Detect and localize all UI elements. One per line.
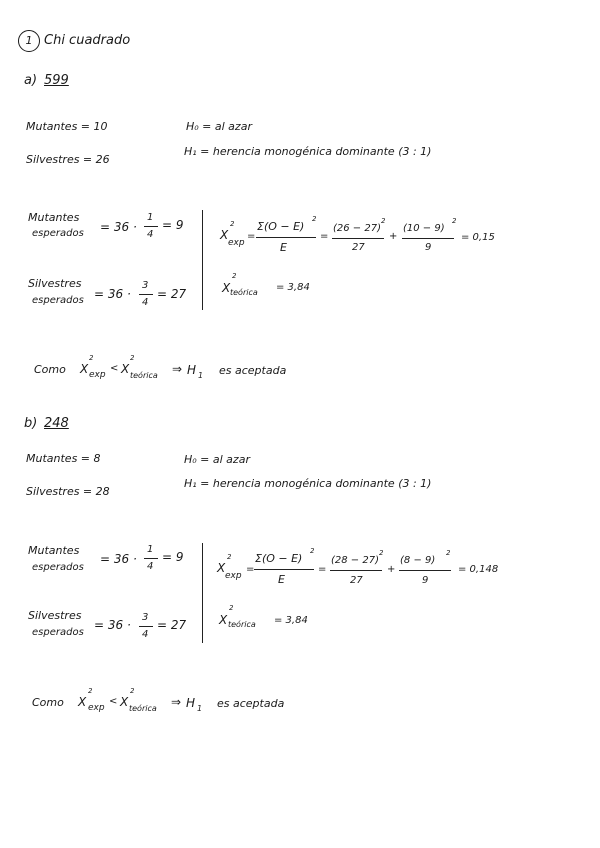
term2-numerator: (10 − 9) [403, 223, 445, 234]
chi-symbol: X [220, 228, 229, 242]
chi-theoretical-superscript: 2 [229, 604, 234, 612]
conclusion-chi-exp: X [80, 362, 89, 376]
silvestres-result: = 27 [157, 287, 187, 301]
chi-theoretical-value: = 3,84 [274, 615, 308, 626]
formula-superscript: 2 [310, 547, 315, 555]
formula-denominator: E [280, 241, 287, 254]
conclusion-como: Como [32, 696, 64, 709]
formula-numerator: Σ(O − E) [257, 220, 305, 233]
silvestres-observed: Silvestres = 28 [26, 485, 110, 498]
conclusion-arrow: ⇒ [171, 695, 182, 709]
mutantes-observed: Mutantes = 10 [26, 120, 108, 133]
fraction-bar [332, 238, 384, 239]
conclusion-h-sub: 1 [197, 704, 203, 713]
section-a-label: a) [24, 73, 38, 88]
fraction-bar [144, 226, 158, 227]
term1-superscript: 2 [379, 549, 384, 557]
null-hypothesis: H₀ = al azar [184, 453, 250, 466]
formula-superscript: 2 [312, 215, 317, 223]
formula-denominator: E [278, 573, 285, 586]
fraction-denominator: 4 [147, 561, 154, 572]
alt-hypothesis: H₁ = herencia monogénica dominante (3 : 1) [184, 145, 432, 158]
term2-denominator: 9 [422, 575, 429, 586]
conclusion-chi-exp: X [78, 695, 87, 709]
equals-sign: = [246, 564, 255, 575]
fraction-bar [139, 626, 153, 627]
silvestres-esperados-label: Silvestres [28, 609, 82, 622]
chi-symbol: X [217, 561, 226, 575]
mutantes-esperados-label: Mutantes [28, 211, 80, 224]
exercise-number: 1 [18, 30, 40, 52]
conclusion-sup: 2 [130, 687, 135, 695]
silvestres-observed: Silvestres = 26 [26, 153, 110, 166]
silvestres-esperados-label-2: esperados [32, 295, 84, 306]
chi-theoretical-symbol: X [222, 281, 231, 295]
conclusion-h: H [187, 363, 197, 377]
chi-result: = 0,148 [458, 564, 499, 575]
conclusion-sup: 2 [130, 354, 135, 362]
conclusion-chi-teo: X [120, 695, 129, 709]
chi-result: = 0,15 [461, 232, 495, 243]
conclusion-arrow: ⇒ [172, 362, 183, 376]
mutantes-esperados-label-2: esperados [32, 228, 84, 239]
plus-sign: + [387, 564, 396, 575]
conclusion-como: Como [34, 363, 66, 376]
conclusion-h-sub: 1 [198, 371, 204, 380]
page-title: Chi cuadrado [44, 33, 131, 48]
fraction-numerator: 3 [142, 280, 149, 291]
mutantes-esperados-label: Mutantes [28, 544, 80, 557]
fraction-numerator: 1 [147, 212, 154, 223]
conclusion-sub: exp [89, 370, 106, 380]
term1-numerator: (26 − 27) [333, 223, 381, 234]
fraction-bar [399, 570, 451, 571]
silvestres-esperados-label-2: esperados [32, 627, 84, 638]
equals-sign: = [247, 231, 256, 242]
fraction-numerator: 3 [142, 612, 149, 623]
chi-theoretical-superscript: 2 [232, 272, 237, 280]
mutantes-esperados-label-2: esperados [32, 562, 84, 573]
term2-superscript: 2 [446, 549, 451, 557]
silvestres-calc: = 36 · [94, 287, 131, 301]
silvestres-result: = 27 [157, 618, 187, 632]
mutantes-calc: = 36 · [100, 552, 137, 566]
fraction-denominator: 4 [147, 229, 154, 240]
vertical-divider [202, 543, 203, 643]
conclusion-sup: 2 [89, 354, 94, 362]
term2-numerator: (8 − 9) [400, 555, 436, 566]
term2-denominator: 9 [425, 242, 432, 253]
chi-theoretical-subscript: teórica [230, 288, 258, 297]
section-b-value: 248 [44, 416, 69, 431]
conclusion-sup: 2 [88, 687, 93, 695]
formula-numerator: Σ(O − E) [255, 552, 303, 565]
equals-sign: = [318, 564, 327, 575]
equals-sign: = [320, 231, 329, 242]
mutantes-result: = 9 [162, 218, 184, 232]
plus-sign: + [389, 231, 398, 242]
term1-denominator: 27 [352, 242, 365, 253]
chi-subscript: exp [228, 238, 245, 248]
fraction-bar [256, 237, 316, 238]
term1-numerator: (28 − 27) [331, 555, 379, 566]
vertical-divider [202, 210, 203, 310]
chi-superscript: 2 [230, 220, 235, 228]
fraction-bar [402, 238, 454, 239]
section-b-label: b) [24, 416, 38, 431]
chi-theoretical-value: = 3,84 [276, 282, 310, 293]
silvestres-esperados-label: Silvestres [28, 277, 82, 290]
silvestres-calc: = 36 · [94, 618, 131, 632]
conclusion-sub: teórica [129, 704, 157, 713]
chi-superscript: 2 [227, 553, 232, 561]
conclusion-sub: exp [88, 703, 105, 713]
term1-denominator: 27 [350, 575, 363, 586]
conclusion-less-than: < [110, 363, 119, 374]
fraction-bar [144, 558, 158, 559]
fraction-bar [139, 294, 153, 295]
null-hypothesis: H₀ = al azar [186, 120, 252, 133]
chi-subscript: exp [225, 571, 242, 581]
conclusion-text: es aceptada [217, 697, 285, 710]
chi-theoretical-subscript: teórica [228, 620, 256, 629]
conclusion-less-than: < [109, 696, 118, 707]
section-a-value: 599 [44, 73, 69, 88]
term2-superscript: 2 [452, 217, 457, 225]
conclusion-sub: teórica [130, 371, 158, 380]
mutantes-observed: Mutantes = 8 [26, 452, 101, 465]
fraction-numerator: 1 [147, 544, 154, 555]
fraction-denominator: 4 [142, 629, 149, 640]
conclusion-h: H [186, 696, 196, 710]
fraction-bar [254, 569, 314, 570]
chi-theoretical-symbol: X [219, 613, 228, 627]
mutantes-result: = 9 [162, 550, 184, 564]
term1-superscript: 2 [381, 217, 386, 225]
conclusion-chi-teo: X [121, 362, 130, 376]
fraction-bar [330, 570, 382, 571]
alt-hypothesis: H₁ = herencia monogénica dominante (3 : 1) [184, 477, 432, 490]
fraction-denominator: 4 [142, 297, 149, 308]
conclusion-text: es aceptada [219, 364, 287, 377]
mutantes-calc: = 36 · [100, 220, 137, 234]
